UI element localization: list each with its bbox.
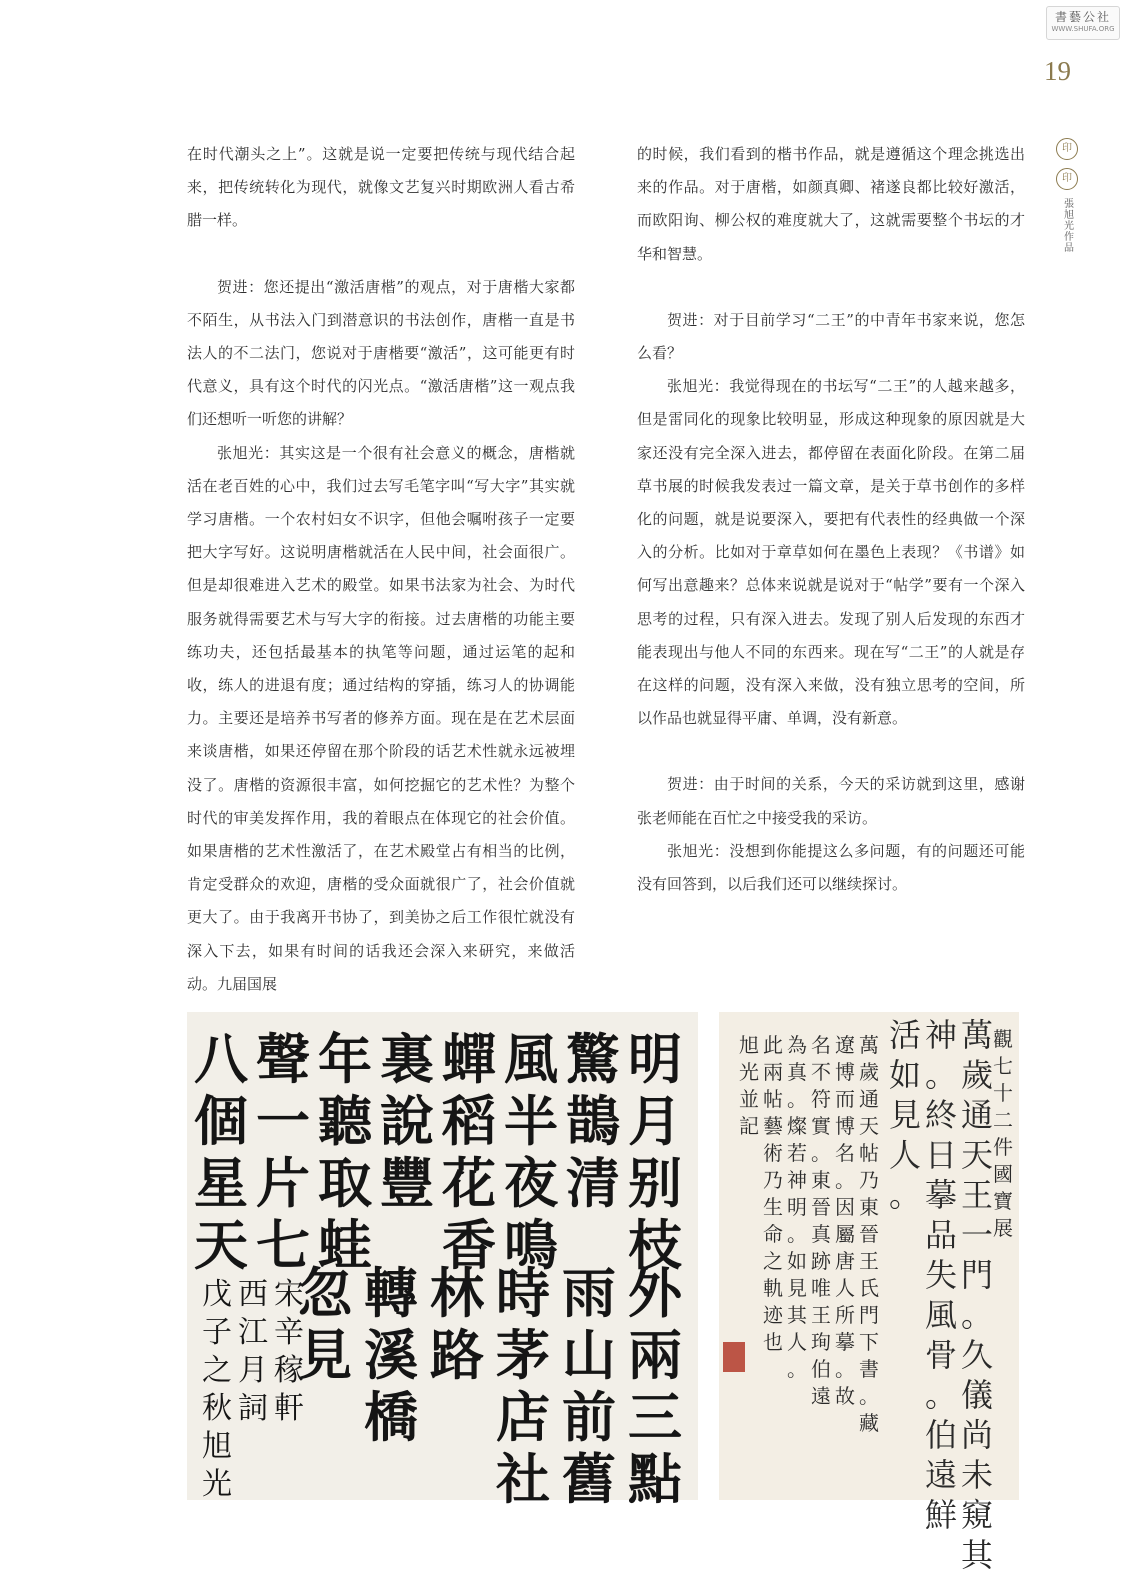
calligraphy-char: 並 <box>739 1087 759 1111</box>
calligraphy-char: 江 <box>238 1315 268 1350</box>
calligraphy-char: 明 <box>787 1195 807 1219</box>
calligraphy-char: 人 <box>835 1276 855 1300</box>
calligraphy-char: 點 <box>628 1447 682 1511</box>
left-text-column <box>187 138 575 1001</box>
calligraphy-char: 花 <box>442 1151 496 1215</box>
calligraphy-char: 蟬 <box>442 1027 496 1091</box>
paragraph: 张旭光：没想到你能提这么多问题，有的问题还可能没有回答到，以后我们还可以继续探讨。 <box>637 841 1025 894</box>
seal-icon-2: 印 <box>1056 168 1078 190</box>
paragraph-gap <box>637 735 1025 768</box>
calligraphy-char: 宋 <box>274 1277 304 1312</box>
calligraphy-char: 取 <box>318 1151 372 1215</box>
calligraphy-char: 其 <box>960 1536 994 1571</box>
calligraphy-char: 如 <box>787 1249 807 1273</box>
calligraphy-char: 王 <box>859 1249 879 1273</box>
calligraphy-char: 時 <box>496 1261 550 1325</box>
calligraphy-char: 。 <box>924 1376 958 1414</box>
calligraphy-char: 林 <box>430 1261 484 1325</box>
calligraphy-char: 王 <box>960 1176 994 1214</box>
calligraphy-char: 遠 <box>811 1384 831 1408</box>
calligraphy-char: 博 <box>835 1060 855 1084</box>
calligraphy-char: 國 <box>993 1162 1013 1186</box>
calligraphy-char: 溪 <box>364 1323 418 1387</box>
calligraphy-char: 唐 <box>835 1249 855 1273</box>
calligraphy-char: 月 <box>628 1089 682 1153</box>
calligraphy-char: 。 <box>787 1222 807 1246</box>
paragraph-gap <box>187 238 575 271</box>
paragraph: 的时候，我们看到的楷书作品，就是遵循这个理念挑选出来的作品。对于唐楷，如颜真卿、褚遂良都比较好激活，而欧阳询、柳公权的难度就大了，这就需要整个书坛的才华和智慧。 <box>637 145 1025 263</box>
calligraphy-char: 裏 <box>380 1027 434 1091</box>
calligraphy-char: 。 <box>787 1357 807 1381</box>
calligraphy-char: 三 <box>628 1385 682 1449</box>
calligraphy-char: 不 <box>811 1060 831 1084</box>
calligraphy-char: 枝 <box>628 1213 682 1277</box>
calligraphy-char: 氏 <box>859 1276 879 1300</box>
calligraphy-char: 蛙 <box>318 1213 372 1277</box>
seal-icon: 印 <box>1056 138 1078 160</box>
page-number: 19 <box>1044 56 1071 86</box>
calligraphy-char: 書 <box>859 1357 879 1381</box>
calligraphy-char: 摹 <box>924 1176 958 1214</box>
calligraphy-char: 年 <box>318 1027 372 1091</box>
calligraphy-char: 之 <box>763 1249 783 1273</box>
calligraphy-char: 見 <box>787 1276 807 1300</box>
calligraphy-char: 神 <box>924 1016 958 1054</box>
calligraphy-char: 人 <box>888 1136 922 1174</box>
calligraphy-char: 實 <box>811 1114 831 1138</box>
calligraphy-char: 其 <box>787 1303 807 1327</box>
calligraphy-char: 燦 <box>787 1114 807 1138</box>
calligraphy-char: 所 <box>835 1303 855 1327</box>
calligraphy-char: 如 <box>888 1056 922 1094</box>
calligraphy-char: 歲 <box>859 1060 879 1084</box>
calligraphy-char: 聲 <box>256 1027 310 1091</box>
calligraphy-artwork-right <box>719 1012 1019 1571</box>
calligraphy-char: 名 <box>811 1033 831 1057</box>
calligraphy-char: 終 <box>924 1096 958 1134</box>
paragraph: 张旭光：我觉得现在的书坛写“二王”的人越来越多，但是雷同化的现象比较明显，形成这种现象的原因就是大家还没有完全深入进去，都停留在表面化阶段。在第二届草书展的时候我发表过一篇文章，是关于草书创作的多样化的问题，就是说要深入，要把有代表性的经典做一个深入的分析。比如对于章草如何在墨色上表现？《书谱》如何写出意趣来？总体来说就是说对于“帖学”要有一个深入思考的过程，只有深入进去。发现了别人后发现的东西才能表现出与他人不同的东西来。现在写“二王”的人就是存在这样的问题，没有深入来做，没有独立思考的空间，所以作品也就显得平庸、单调，没有新意。 <box>637 377 1025 728</box>
calligraphy-char: 路 <box>430 1323 484 1387</box>
calligraphy-char: 久 <box>960 1336 994 1374</box>
calligraphy-char: 橋 <box>364 1385 418 1449</box>
calligraphy-char: 稼 <box>274 1353 304 1388</box>
calligraphy-char: 品 <box>924 1216 958 1254</box>
paragraph: 贺进：由于时间的关系，今天的采访就到这里，感谢张老师能在百忙之中接受我的采访。 <box>637 775 1025 827</box>
calligraphy-char: 伯 <box>924 1416 958 1454</box>
paragraph: 贺进：对于目前学习“二王”的中青年书家来说，您怎么看？ <box>637 310 1025 363</box>
calligraphy-char: 舊 <box>562 1447 616 1511</box>
calligraphy-char: 天 <box>194 1213 248 1277</box>
calligraphy-char: 子 <box>202 1315 232 1350</box>
calligraphy-char: 藝 <box>763 1114 783 1138</box>
paragraph: 在时代潮头之上”。这就是说一定要把传统与现代结合起来，把传统转化为现代，就像文艺复兴时期欧洲人看古希腊一样。 <box>187 145 575 230</box>
calligraphy-char: 見 <box>888 1096 922 1134</box>
site-watermark <box>1046 6 1120 40</box>
calligraphy-char: 說 <box>380 1089 434 1153</box>
calligraphy-char: 晉 <box>859 1222 879 1246</box>
calligraphy-char: 東 <box>811 1168 831 1192</box>
calligraphy-char: 戊 <box>202 1277 232 1312</box>
paragraph-gap <box>637 271 1025 304</box>
calligraphy-char: 旭 <box>202 1429 232 1464</box>
calligraphy-char: 二 <box>993 1108 1013 1132</box>
calligraphy-char: 博 <box>835 1114 855 1138</box>
calligraphy-char: 光 <box>202 1467 232 1502</box>
calligraphy-char: 藏 <box>859 1411 879 1435</box>
calligraphy-char: 别 <box>628 1151 682 1215</box>
calligraphy-char: 外 <box>628 1261 682 1325</box>
calligraphy-char: 聽 <box>318 1089 372 1153</box>
calligraphy-char: 七 <box>993 1054 1013 1078</box>
calligraphy-char: 風 <box>504 1027 558 1091</box>
calligraphy-char: 跡 <box>811 1249 831 1273</box>
calligraphy-char: 記 <box>739 1114 759 1138</box>
calligraphy-char: 寶 <box>993 1189 1013 1213</box>
calligraphy-char: 西 <box>238 1277 268 1312</box>
calligraphy-char: 十 <box>993 1081 1013 1105</box>
calligraphy-char: 珣 <box>811 1330 831 1354</box>
calligraphy-char: 命 <box>763 1222 783 1246</box>
calligraphy-char: 生 <box>763 1195 783 1219</box>
calligraphy-char: 通 <box>960 1096 994 1134</box>
calligraphy-char: 天 <box>859 1114 879 1138</box>
calligraphy-char: 軌 <box>763 1276 783 1300</box>
calligraphy-char: 因 <box>835 1195 855 1219</box>
calligraphy-char: 神 <box>787 1168 807 1192</box>
calligraphy-char: 遠 <box>924 1456 958 1494</box>
calligraphy-char: 失 <box>924 1256 958 1294</box>
calligraphy-char: 兩 <box>763 1060 783 1084</box>
calligraphy-char: 一 <box>960 1216 994 1254</box>
right-text-column <box>637 138 1025 901</box>
calligraphy-char: 故 <box>835 1384 855 1408</box>
calligraphy-char: 術 <box>763 1141 783 1165</box>
calligraphy-char: 店 <box>496 1385 550 1449</box>
calligraphy-char: 山 <box>562 1323 616 1387</box>
calligraphy-char: 。 <box>888 1176 922 1214</box>
calligraphy-char: 清 <box>566 1151 620 1215</box>
calligraphy-char: 尚 <box>960 1416 994 1454</box>
calligraphy-char: 而 <box>835 1087 855 1111</box>
calligraphy-char: 月 <box>238 1353 268 1388</box>
calligraphy-char: 兩 <box>628 1323 682 1387</box>
calligraphy-char: 風 <box>924 1296 958 1334</box>
calligraphy-char: 真 <box>787 1060 807 1084</box>
calligraphy-char: 門 <box>960 1256 994 1294</box>
calligraphy-char: 驚 <box>566 1027 620 1091</box>
calligraphy-char: 。 <box>859 1384 879 1408</box>
calligraphy-char: 。 <box>960 1296 994 1334</box>
calligraphy-char: 鵲 <box>566 1089 620 1153</box>
calligraphy-char: 雨 <box>562 1261 616 1325</box>
calligraphy-char: 帖 <box>859 1141 879 1165</box>
calligraphy-char: 忽 <box>298 1261 352 1325</box>
calligraphy-char: 伯 <box>811 1357 831 1381</box>
calligraphy-char: 旭 <box>739 1033 759 1057</box>
calligraphy-char: 摹 <box>835 1330 855 1354</box>
calligraphy-char: 鮮 <box>924 1496 958 1534</box>
calligraphy-char: 人 <box>787 1330 807 1354</box>
calligraphy-char: 秋 <box>202 1391 232 1426</box>
calligraphy-char: 之 <box>202 1353 232 1388</box>
side-mark <box>1054 138 1080 253</box>
calligraphy-char: 展 <box>993 1216 1013 1240</box>
calligraphy-char: 夜 <box>504 1151 558 1215</box>
calligraphy-artwork-left <box>187 1012 698 1511</box>
calligraphy-char: 帖 <box>763 1087 783 1111</box>
calligraphy-char: 社 <box>496 1447 550 1511</box>
calligraphy-char: 晉 <box>811 1195 831 1219</box>
calligraphy-char: 迹 <box>763 1303 783 1327</box>
calligraphy-char: 活 <box>888 1016 922 1054</box>
calligraphy-char: 若 <box>787 1141 807 1165</box>
calligraphy-char: 鳴 <box>504 1213 558 1277</box>
calligraphy-char: 稻 <box>442 1089 496 1153</box>
calligraphy-char: 見 <box>298 1323 352 1387</box>
watermark-url: WWW.SHUFA.ORG <box>1051 25 1115 33</box>
calligraphy-char: 光 <box>739 1060 759 1084</box>
calligraphy-char: 七 <box>256 1213 310 1277</box>
calligraphy-char: 萬 <box>859 1033 879 1057</box>
seal-stamp <box>723 1342 745 1372</box>
calligraphy-char: 下 <box>859 1330 879 1354</box>
calligraphy-char: 也 <box>763 1330 783 1354</box>
calligraphy-char: 此 <box>763 1033 783 1057</box>
calligraphy-char: 辛 <box>274 1315 304 1350</box>
calligraphy-char: 屬 <box>835 1222 855 1246</box>
calligraphy-char: 片 <box>256 1151 310 1215</box>
calligraphy-char: 符 <box>811 1087 831 1111</box>
calligraphy-char: 門 <box>859 1303 879 1327</box>
calligraphy-char: 八 <box>194 1027 248 1091</box>
calligraphy-char: 儀 <box>960 1376 994 1414</box>
calligraphy-char: 半 <box>504 1089 558 1153</box>
calligraphy-char: 前 <box>562 1385 616 1449</box>
calligraphy-char: 窺 <box>960 1496 994 1534</box>
calligraphy-char: 通 <box>859 1087 879 1111</box>
calligraphy-char: 軒 <box>274 1391 304 1426</box>
calligraphy-char: 觀 <box>993 1027 1013 1051</box>
calligraphy-char: 轉 <box>364 1261 418 1325</box>
calligraphy-char: 乃 <box>763 1168 783 1192</box>
calligraphy-char: 歲 <box>960 1056 994 1094</box>
side-vertical-title: 張旭光作品 <box>1061 198 1073 253</box>
calligraphy-char: 名 <box>835 1141 855 1165</box>
calligraphy-char: 萬 <box>960 1016 994 1054</box>
calligraphy-char: 。 <box>811 1141 831 1165</box>
calligraphy-char: 茅 <box>496 1323 550 1387</box>
calligraphy-char: 詞 <box>238 1391 268 1426</box>
calligraphy-char: 豐 <box>380 1151 434 1215</box>
calligraphy-char: 。 <box>787 1087 807 1111</box>
paragraph: 贺进：您还提出“激活唐楷”的观点，对于唐楷大家都不陌生，从书法入门到潜意识的书法创作，唐楷一直是书法人的不二法门，您说对于唐楷要“激活”，这可能更有时代意义，具有这个时代的闪光点。“激活唐楷”这一观点我们还想听一听您的讲解？ <box>187 277 575 429</box>
calligraphy-char: 明 <box>628 1027 682 1091</box>
calligraphy-char: 星 <box>194 1151 248 1215</box>
calligraphy-char: 。 <box>835 1168 855 1192</box>
calligraphy-char: 香 <box>442 1213 496 1277</box>
calligraphy-char: 遼 <box>835 1033 855 1057</box>
calligraphy-char: 一 <box>256 1089 310 1153</box>
calligraphy-char: 骨 <box>924 1336 958 1374</box>
calligraphy-right-canvas <box>719 1012 1019 1571</box>
calligraphy-char: 個 <box>194 1089 248 1153</box>
calligraphy-left-canvas <box>187 1012 698 1511</box>
calligraphy-char: 。 <box>924 1056 958 1094</box>
paragraph: 张旭光：其实这是一个很有社会意义的概念，唐楷就活在老百姓的心中，我们过去写毛笔字叫“写大字”其实就学习唐楷。一个农村妇女不识字，但他会嘱咐孩子一定要把大字写好。这说明唐楷就活在人民中间，社会面很广。但是却很难进入艺术的殿堂。如果书法家为社会、为时代服务就得需要艺术与写大字的衔接。过去唐楷的功能主要练功夫，还包括最基本的执笔等问题，通过运笔的起和收，练人的进退有度；通过结构的穿插，练习人的协调能力。主要还是培养书写者的修养方面。现在是在艺术层面来谈唐楷，如果还停留在那个阶段的话艺术性就永远被埋没了。唐楷的资源很丰富，如何挖掘它的艺术性？为整个时代的审美发挥作用，我的着眼点在体现它的社会价值。如果唐楷的艺术性激活了，在艺术殿堂占有相当的比例，肯定受群众的欢迎，唐楷的受众面就很广了，社会价值就更大了。由于我离开书协了，到美协之后工作很忙就没有深入下去，如果有时间的话我还会深入来研究，来做活动。九届国展 <box>187 443 575 993</box>
calligraphy-char: 件 <box>993 1135 1013 1159</box>
calligraphy-char: 為 <box>787 1033 807 1057</box>
calligraphy-char: 未 <box>960 1456 994 1494</box>
calligraphy-char: 天 <box>960 1136 994 1174</box>
calligraphy-char: 王 <box>811 1303 831 1327</box>
watermark-title: 書藝公社 <box>1054 10 1111 24</box>
calligraphy-char: 真 <box>811 1222 831 1246</box>
calligraphy-char: 乃 <box>859 1168 879 1192</box>
calligraphy-char: 唯 <box>811 1276 831 1300</box>
calligraphy-char: 東 <box>859 1195 879 1219</box>
calligraphy-char: 。 <box>835 1357 855 1381</box>
calligraphy-char: 日 <box>924 1136 958 1174</box>
